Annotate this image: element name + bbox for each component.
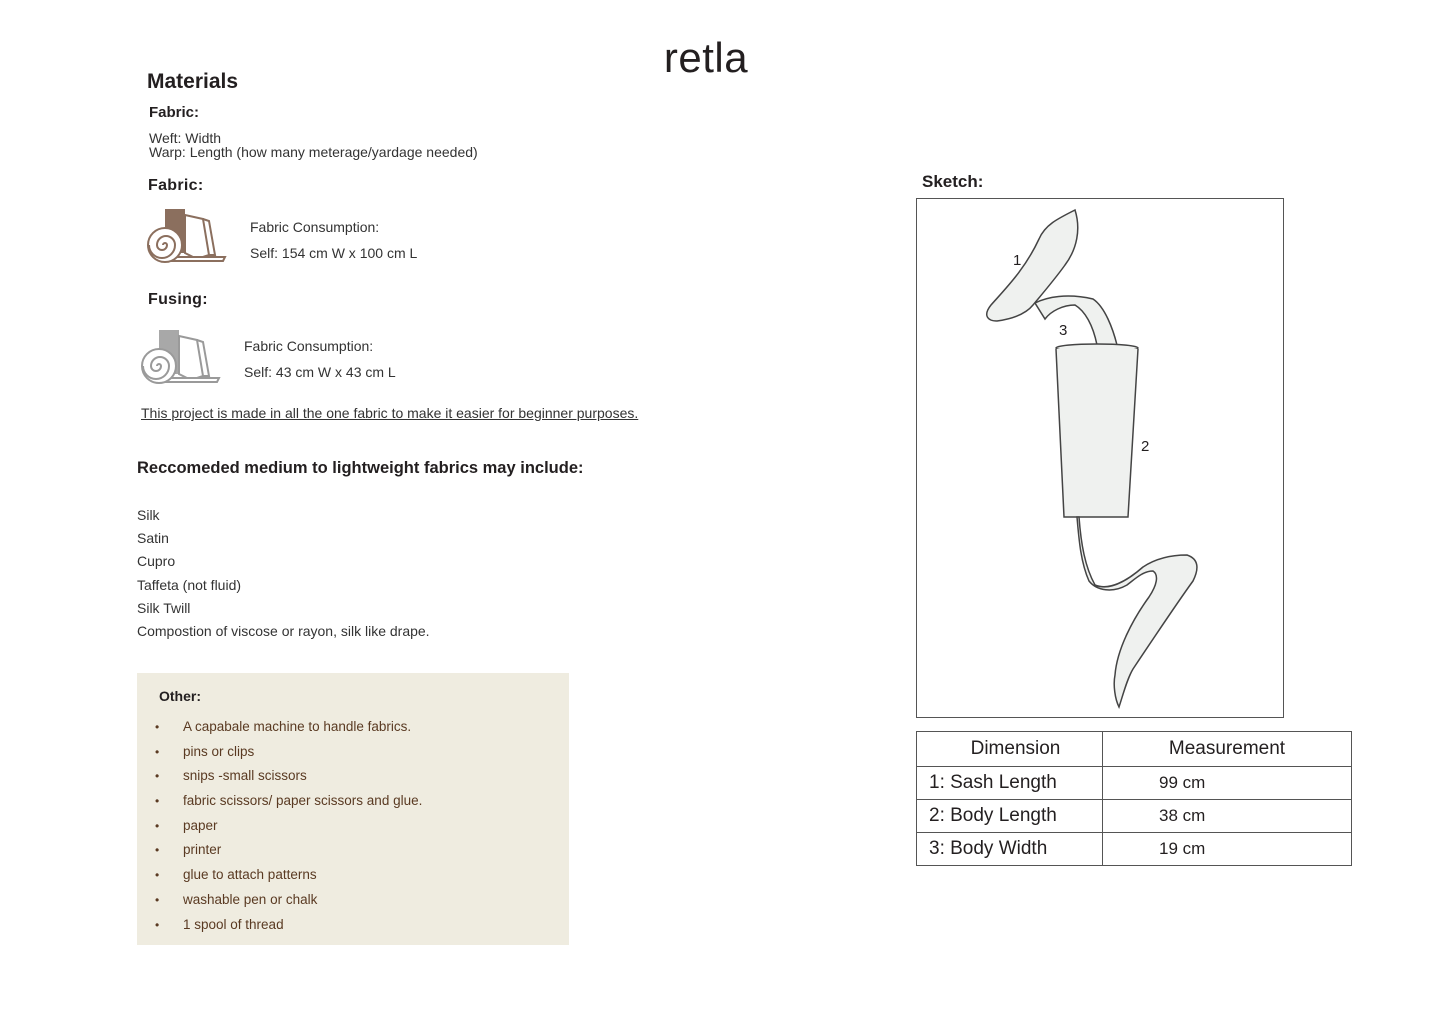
list-item: Satin [137, 530, 169, 547]
list-item [155, 913, 422, 938]
sketch-label-3: 3 [1059, 322, 1068, 339]
dimension-header: Dimension [917, 732, 1103, 767]
bullet-icon: • [155, 818, 160, 833]
bullet-icon: • [155, 892, 160, 907]
sketch-label-1: 1 [1013, 252, 1022, 269]
sketch-label-2: 2 [1141, 438, 1150, 455]
list-item [155, 789, 422, 814]
dimension-cell: 2: Body Length [917, 800, 1103, 833]
table-header-row [917, 732, 1352, 767]
garment-sketch [917, 199, 1283, 717]
bullet-icon: • [155, 769, 160, 784]
list-item: Taffeta (not fluid) [137, 576, 242, 593]
bullet-icon: • [155, 843, 160, 858]
table-row [917, 767, 1352, 800]
list-item [155, 838, 422, 863]
list-item-text: pins or clips [183, 743, 255, 759]
dimension-cell: 3: Body Width [917, 833, 1103, 866]
sash-connector [1035, 296, 1117, 345]
list-item [155, 863, 422, 888]
recommended-fabrics-heading: Reccomeded medium to lightweight fabrics may include: [137, 459, 584, 477]
list-item-text: paper [183, 817, 218, 833]
list-item-text: 1 spool of thread [183, 916, 284, 932]
garment-body [1056, 349, 1138, 517]
list-item [155, 740, 422, 765]
list-item [155, 715, 422, 740]
dimension-cell: 1: Sash Length [917, 767, 1103, 800]
list-item-text: A capabale machine to handle fabrics. [183, 719, 412, 734]
bullet-icon: • [155, 868, 160, 883]
fusing-roll-icon [139, 326, 221, 386]
weft-line: Weft: Width [149, 130, 222, 146]
list-item: Silk Twill [137, 599, 191, 616]
bullet-icon: • [155, 720, 160, 734]
list-item [155, 888, 422, 913]
measurement-header: Measurement [1103, 732, 1352, 767]
sash-lower-tail [1077, 517, 1197, 707]
materials-heading: Materials [147, 70, 239, 93]
fusing-heading: Fusing: [148, 291, 208, 308]
list-item [155, 764, 422, 789]
measurement-cell: 38 cm [1103, 800, 1352, 833]
list-item: Cupro [137, 553, 176, 570]
fusing-consumption [244, 333, 396, 385]
grain-description [149, 131, 478, 159]
fabric-consumption-label: Fabric Consumption: [250, 219, 380, 235]
fabric-heading: Fabric: [148, 177, 204, 194]
fabric-consumption-value: Self: 154 cm W x 100 cm L [250, 245, 418, 261]
list-item-text: washable pen or chalk [183, 891, 318, 907]
other-supplies-list [155, 715, 422, 937]
bullet-icon: • [155, 917, 160, 932]
fabric-roll-icon [145, 205, 227, 265]
other-heading: Other: [159, 688, 201, 704]
measurement-cell: 19 cm [1103, 833, 1352, 866]
sketch-frame [916, 198, 1284, 718]
list-item: Silk [137, 507, 160, 523]
warp-line: Warp: Length (how many meterage/yardage needed) [149, 144, 478, 160]
bullet-icon: • [155, 744, 160, 759]
list-item [155, 814, 422, 839]
beginner-note: This project is made in all the one fabric to make it easier for beginner purposes. [141, 405, 639, 421]
sketch-heading: Sketch: [922, 172, 984, 191]
list-item-text: fabric scissors/ paper scissors and glue. [183, 793, 423, 809]
dimension-table [916, 731, 1352, 866]
measurement-cell: 99 cm [1103, 767, 1352, 800]
fabric-grain-heading: Fabric: [149, 104, 200, 121]
list-item-text: glue to attach patterns [183, 867, 317, 883]
list-item: Compostion of viscose or rayon, silk like drape. [137, 622, 430, 639]
fabric-consumption [250, 214, 417, 266]
other-supplies-panel [137, 673, 569, 945]
brand-logo: retla [663, 34, 749, 81]
table-row [917, 800, 1352, 833]
fusing-consumption-label: Fabric Consumption: [244, 338, 374, 354]
recommended-fabrics-list [137, 504, 430, 643]
bullet-icon: • [155, 794, 160, 809]
fusing-consumption-value: Self: 43 cm W x 43 cm L [244, 364, 396, 380]
table-row [917, 833, 1352, 866]
list-item-text: snips -small scissors [183, 768, 307, 784]
list-item-text: printer [183, 842, 222, 858]
